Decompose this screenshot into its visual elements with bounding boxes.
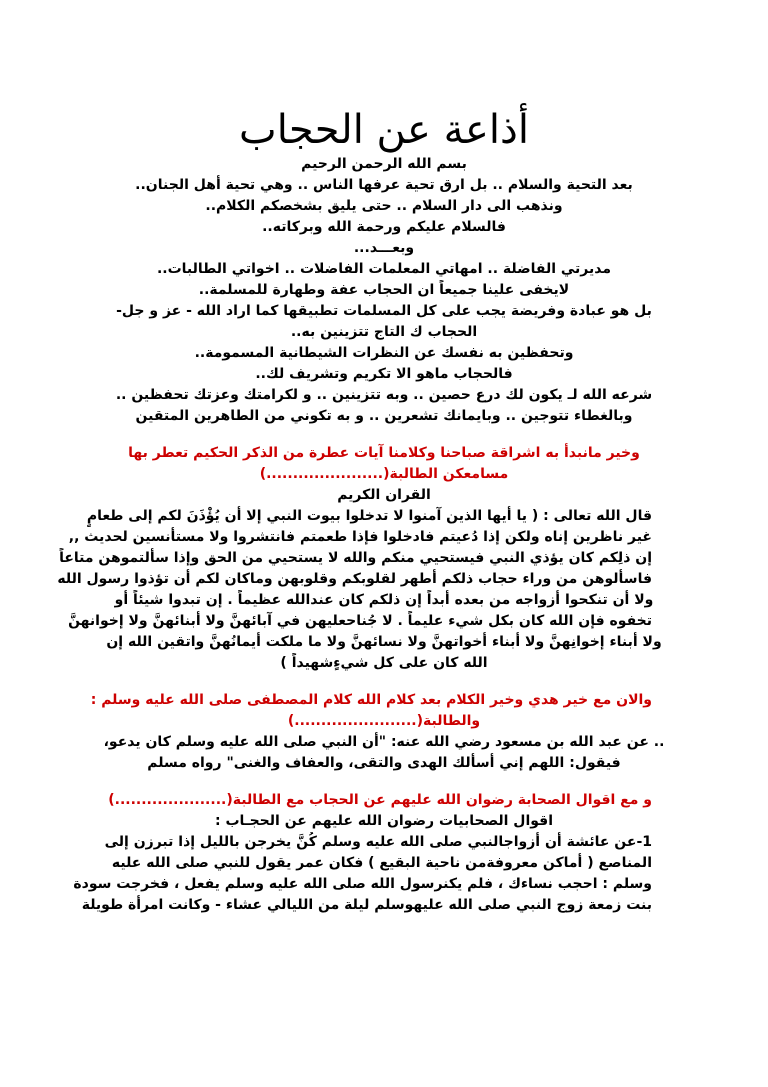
intro-line: مديرتي الفاضلة .. امهاتي المعلمات الفاضلات .. اخواتي الطالبات..	[156, 261, 612, 277]
sahaba-line: وسلم : احجب نساءك ، فلم يكنرسول الله صلى الله عليه وسلم يفعل ، فخرجت سودة	[73, 876, 652, 892]
verse-line: تخفوه فإن الله كان بكل شيء عليماً . لا جُناحعليهن في آبائهنَّ ولا أبنائهنَّ ولا إخوانهنَّ	[68, 613, 652, 629]
intro-line: وتحفظين به نفسك عن النظرات الشيطانية المسمومة..	[194, 345, 574, 361]
intro-line: شرعه الله لـ يكون لك درع حصين .. وبه تتزينين .. و لكرامتك وعزتك تحفظين ..	[115, 387, 653, 403]
intro-line: فالسلام عليكم ورحمة الله وبركاته..	[262, 219, 506, 235]
hadith-line: فيقول: اللهم إني أسألك الهدى والتقى، والعفاف والغنى" رواه مسلم	[147, 755, 621, 771]
verse-line: إن ذلِكم كان يؤذي النبي فيستحيي منكم والله لا يستحيي من الحق وإذا سألتموهن متاعاً	[59, 550, 652, 566]
intro-line: وبالغطاء تتوجين .. وبايمانك تشعرين .. و به تكوني من الطاهرين المتقين	[135, 408, 633, 424]
basmala: بسم الله الرحمن الرحيم	[301, 156, 467, 172]
intro-line: فالحجاب ماهو الا تكريم وتشريف لك..	[255, 366, 513, 382]
hadith-section-heading: والطالبة(.......................)	[287, 713, 481, 729]
sahaba-line: المناصع ( أماكن معروفةمن ناحية البقيع ) فكان عمر يقول للنبي صلى الله عليه	[111, 855, 652, 871]
verse-line: قال الله تعالى : ( يا أيها الذين آمنوا لا تدخلوا بيوت النبي إلا أن يُؤْذَنَ لكم إلى طعامٍ	[86, 508, 652, 524]
intro-line: لايخفى علينا جميعاً ان الحجاب عفة وطهارة للمسلمة..	[198, 282, 570, 298]
verse-line: الله كان على كل شيءٍشهيداً )	[280, 655, 488, 671]
document-title: أذاعة عن الحجاب	[239, 107, 529, 153]
intro-line: الحجاب ك التاج تتزينين به..	[290, 324, 478, 340]
quran-section-heading: مسامعكن الطالبة(......................)	[259, 466, 509, 482]
verse-line: ولا أن تنكحوا أزواجه من بعده أبداً إن ذلكم كان عندالله عظيماً . إن تبدوا شيئاً أو	[114, 592, 654, 608]
intro-line: وبعـــد...	[353, 240, 415, 256]
intro-line: بعد التحية والسلام .. بل ارق تحية عرفها الناس .. وهي تحية أهل الجنان..	[135, 177, 633, 193]
document-body	[0, 154, 768, 916]
verse-line: غير ناظرين إناه ولكن إذا دُعيتم فادخلوا فإذا طعمتم فانتشروا ولا مستأنسين لحديث ,,	[68, 529, 652, 545]
hadith-line: .. عن عبد الله بن مسعود رضي الله عنه: "أن النبي صلى الله عليه وسلم كان يدعو،	[103, 734, 665, 750]
sahaba-line: بنت زمعة زوج النبي صلى الله عليهوسلم ليلة من الليالي عشاء - وكانت امرأة طويلة	[81, 897, 652, 913]
verse-line: ولا أبناء إخوانِهنَّ ولا أبناء أخواتهنَّ ولا نسائهنَّ ولا ما ملكت أيمانُهنَّ واتقين الله إن	[106, 634, 662, 650]
intro-line: بل هو عبادة وفريضة يجب على كل المسلمات تطبيقها كما اراد الله - عز و جل-	[116, 303, 652, 319]
sahaba-section-heading: و مع اقوال الصحابة رضوان الله عليهم عن الحجاب مع الطالبة(.....................)	[108, 792, 652, 808]
sahaba-line: 1-عن عائشة أن أزواجالنبي صلى الله عليه وسلم كُنَّ يخرجن بالليل إذا تبرزن إلى	[104, 834, 652, 850]
quran-section-heading: وخير مانبدأ به اشراقة صباحنا وكلامنا آيات عطرة من الذكر الحكيم تعطر بها	[128, 445, 640, 461]
hadith-section-heading: والان مع خير هدي وخير الكلام بعد كلام الله كلام المصطفى صلى الله عليه وسلم :	[90, 692, 652, 708]
quran-subheading: القران الكريم	[337, 487, 431, 503]
sahaba-subheading: اقوال الصحابيات رضوان الله عليهم عن الحجـاب :	[215, 813, 553, 829]
verse-line: فاسألوهن من وراء حجاب ذلكم أطهر لقلوبكم وقلوبهن وماكان لكم أن تؤذوا رسول الله	[57, 571, 652, 587]
intro-line: ونذهب الى دار السلام .. حتى يليق بشخصكم الكلام..	[205, 198, 563, 214]
